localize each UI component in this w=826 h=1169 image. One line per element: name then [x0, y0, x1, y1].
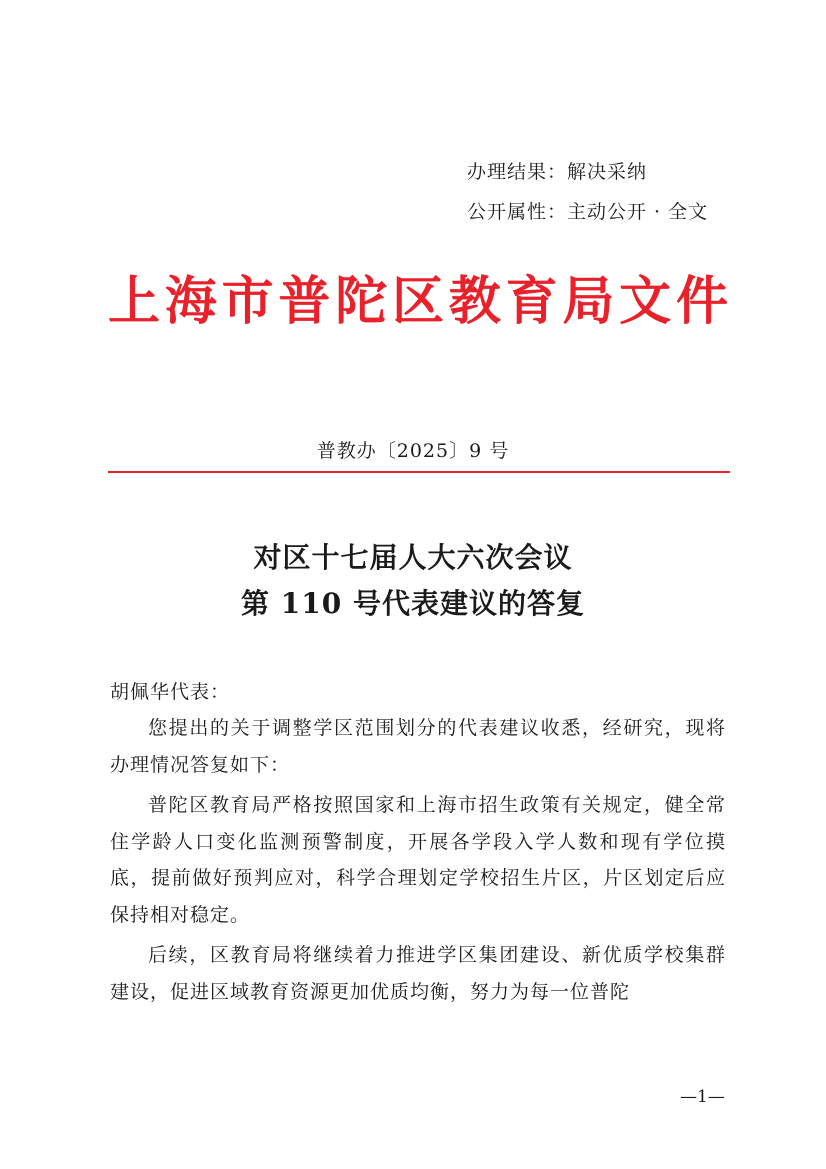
red-divider-line	[108, 471, 730, 473]
body-paragraph-2: 普陀区教育局严格按照国家和上海市招生政策有关规定，健全常住学龄人口变化监测预警制度，开展各学段入学人数和现有学位摸底，提前做好预判应对，科学合理划定学校招生片区，片区划定后应保持相对稳定。	[110, 794, 726, 926]
document-masthead: 上海市普陀区教育局文件	[108, 271, 728, 332]
body-paragraph-3: 后续，区教育局将继续着力推进学区集团建设、新优质学校集群建设，促进区域教育资源更加优质均衡，努力为每一位普陀	[110, 944, 726, 1003]
document-title-line-1: 对区十七届人大六次会议	[253, 541, 573, 574]
document-title-line-2: 第 110 号代表建议的答复	[241, 587, 585, 620]
salutation: 胡佩华代表：	[110, 681, 231, 703]
body-paragraph-1: 您提出的关于调整学区范围划分的代表建议收悉，经研究，现将办理情况答复如下：	[110, 717, 726, 776]
page-number: —1—	[680, 1087, 725, 1107]
handling-result-label: 办理结果：解决采纳	[467, 161, 648, 183]
disclosure-attribute-label: 公开属性：主动公开 · 全文	[467, 201, 709, 223]
document-number: 普教办〔2025〕9 号	[316, 440, 510, 462]
